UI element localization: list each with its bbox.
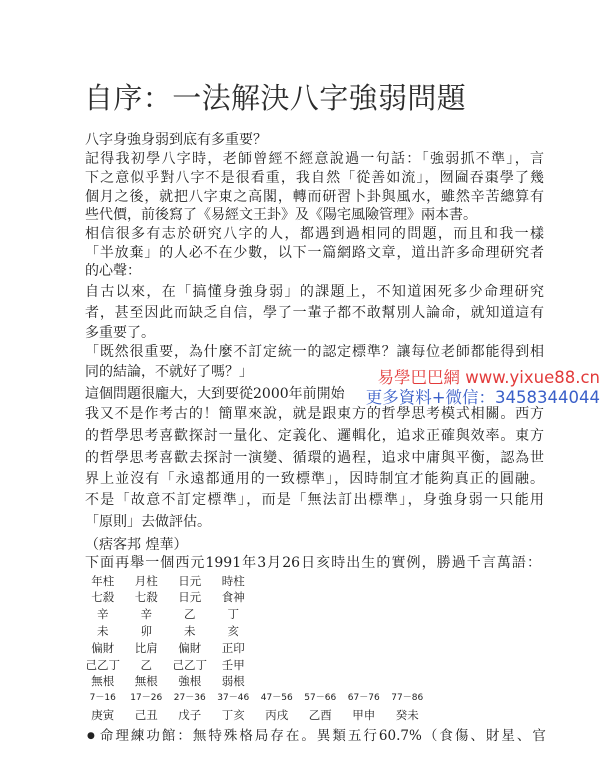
stems-row: [81, 607, 255, 621]
branches-row: [81, 624, 255, 638]
page-title: 自序：一法解決八字強弱問題: [84, 81, 467, 115]
body-line: 「原則」去做評估。: [85, 514, 211, 530]
pillar-header: 時柱: [221, 574, 245, 588]
body-line: 同的結論，不就好了嗎？」: [85, 364, 253, 380]
body-line: 的哲學思考喜歡探討一量化、定義化、邏輯化，追求正確與效率。東方: [85, 428, 544, 444]
stem-god-cell: 日元: [178, 590, 202, 604]
body-line: 的哲學思考喜歡去探討一演變、循環的過程，追求中庸與平衡，認為世: [85, 450, 544, 466]
root-cell: 無根: [91, 674, 115, 688]
branch-god-cell: 比肩: [134, 641, 158, 655]
branch-god-cell: 正印: [221, 641, 245, 655]
dayun-pillar-cell: 丙戌: [265, 708, 289, 722]
dayun-pillar-cell: 丁亥: [221, 708, 245, 722]
stem-god-cell: 七殺: [91, 590, 115, 604]
dayun-age-cell: 67－76: [347, 693, 380, 703]
dayun-age-cell: 27－36: [173, 693, 206, 703]
dayun-age-cell: 7－16: [89, 693, 116, 703]
stem-cell: 丁: [227, 607, 239, 621]
dayun-pillar-cell: 乙酉: [308, 708, 332, 722]
stem-god-cell: 七殺: [134, 590, 158, 604]
bullet-item: [87, 725, 546, 744]
dayun-pillar-cell: 戊子: [178, 708, 202, 722]
dayun-age-cell: 17－26: [130, 693, 163, 703]
dayun-pillar-cell: 庚寅: [91, 708, 115, 722]
branch-god-cell: 偏財: [91, 641, 115, 655]
branch-cell: 未: [184, 624, 196, 638]
body-line: 相信很多有志於研究八字的人，都遇到過相同的問題，而且和我一樣: [85, 226, 544, 242]
pillar-header: 月柱: [134, 574, 158, 588]
body-line: 八字身強身弱到底有多重要？: [85, 132, 267, 148]
dayun-age-cell: 37－46: [217, 693, 250, 703]
body-line: 我又不是作考古的！簡單來說，就是跟東方的哲學思考模式相關。西方: [85, 406, 544, 422]
example-intro: 下面再舉一個西元1991年3月26日亥時出生的實例，勝過千言萬語：: [85, 555, 541, 571]
root-cell: 弱根: [221, 674, 245, 688]
hidden-stem-cell: 己乙丁: [172, 658, 207, 672]
branch-cell: 亥: [227, 624, 239, 638]
stem-cell: 辛: [140, 607, 152, 621]
pillar-header: 年柱: [91, 574, 115, 588]
body-line: 「半放棄」的人必不在少數，以下一篇網路文章，道出許多命理研究者: [85, 245, 544, 261]
dayun-ages-row: [81, 692, 429, 704]
root-cell: 無根: [134, 674, 158, 688]
watermark-site: 易學巴巴網 www.yixue88.cn: [377, 368, 600, 387]
body-line: 些代價，前後寫了《易經文王卦》及《陽宅風險管理》兩本書。: [85, 207, 477, 223]
body-line: 記得我初學八字時，老師曾經不經意說過一句話：「強弱抓不準」，言: [85, 151, 544, 167]
branch-cell: 卯: [140, 624, 152, 638]
stem-cell: 辛: [97, 607, 109, 621]
pillar-header: 日元: [178, 574, 202, 588]
hidden-stem-cell: 乙: [140, 658, 152, 672]
branch-god-cell: 偏財: [178, 641, 202, 655]
hidden-stem-cell: 己乙丁: [85, 658, 120, 672]
dayun-age-cell: 47－56: [260, 693, 293, 703]
body-line: 多重要了。: [85, 325, 155, 341]
bullet-text: 命理練功館：無特殊格局存在。異類五行60.7%（食傷、財星、官: [99, 727, 546, 744]
watermark-contact: 更多資料+微信：3458344044: [365, 388, 600, 407]
body-line: 自古以來，在「搞懂身強身弱」的課題上，不知道困死多少命理研究: [85, 284, 544, 300]
dayun-pillar-cell: 己丑: [134, 708, 158, 722]
stem-god-cell: 食神: [221, 590, 245, 604]
body-line: 這個問題很龐大，大到要從2000年前開始: [85, 386, 345, 402]
dayun-pillar-cell: 癸未: [395, 708, 419, 722]
stem-cell: 乙: [184, 607, 196, 621]
body-line: 個月之後，就把八字東之高閣，轉而研習卜卦與風水，雖然辛苦總算有: [85, 189, 544, 205]
branch-gods-row: [81, 641, 255, 655]
body-line: 「既然很重要，為什麼不訂定統一的認定標準？讓每位老師都能得到相: [85, 344, 544, 360]
dayun-pillar-cell: 甲申: [352, 708, 376, 722]
hidden-stem-cell: 壬甲: [221, 658, 245, 672]
pillar-header-row: [81, 574, 255, 588]
dayun-pillars-row: [81, 708, 429, 722]
source-attribution: （痞客邦 煌華）: [85, 537, 188, 553]
body-line: 下之意似乎對八字不是很看重，我自然「從善如流」，囫圇吞棗學了幾: [85, 170, 544, 186]
bullet-icon: ●: [87, 730, 95, 741]
body-line: 的心聲：: [85, 263, 141, 279]
body-line: 者，甚至因此而缺乏自信，學了一輩子都不敢幫別人論命，就知道這有: [85, 305, 544, 321]
hidden-stems-row: [81, 658, 255, 672]
root-cell: 強根: [178, 674, 202, 688]
body-line: 界上並沒有「永遠都通用的一致標準」，因時制宜才能夠真正的圓融。: [85, 471, 544, 487]
stem-gods-row: [81, 590, 255, 604]
dayun-age-cell: 77－86: [391, 693, 424, 703]
roots-row: [81, 674, 255, 688]
branch-cell: 未: [97, 624, 109, 638]
body-line: 不是「故意不訂定標準」，而是「無法訂出標準」，身強身弱一只能用: [85, 492, 544, 508]
dayun-age-cell: 57－66: [304, 693, 337, 703]
